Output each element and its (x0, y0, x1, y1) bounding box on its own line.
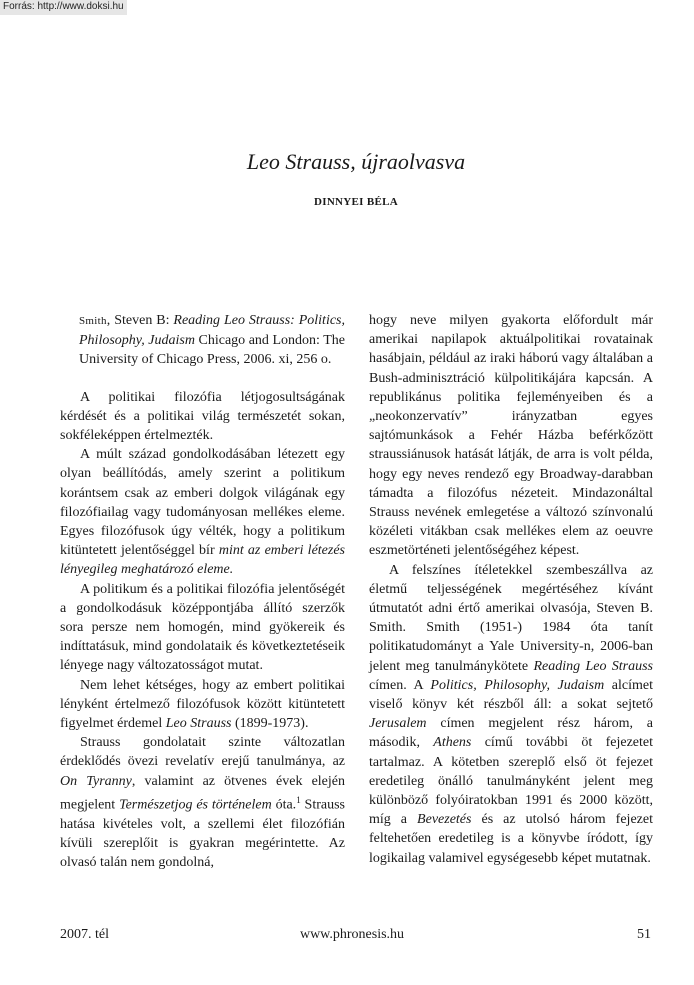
paragraph (60, 733, 345, 872)
paragraph-text: címen. A (369, 677, 431, 693)
paragraph-italic: Reading Leo Strauss (533, 658, 653, 674)
left-column (60, 311, 345, 872)
bibliography-entry (79, 311, 345, 370)
paragraph-text: A felszínes ítéletekkel szembeszállva az életmű teljességének megértéséhez kívánt útmutatót adni értő amerikai olvasója, Steven B. Smith. Smith (1951-) 1984 óta tanít politikatudományt a Yale University-n, 2006-ban jelent meg tanulmánykötete (369, 562, 653, 674)
paragraph-text: alcímet viselő könyv két részből áll: a sokat sejtető (369, 677, 654, 713)
paragraph-italic: Leo Strauss (165, 716, 232, 732)
paragraph: A politikai filozófia létjogosultságának kérdését és a politikai világ természetét sokan, sokféleképpen értelmezték. (60, 389, 345, 444)
paragraph-text: címen megjelent rész három, a második, (369, 716, 653, 751)
footer-date: 2007. tél (60, 927, 109, 942)
biblio-author: Smith (79, 315, 107, 327)
paragraph: hogy neve milyen gyakorta előfordult már amerikai napilapok aktuálpolitikai rovatainak hasábjain, például az iraki háború vagy általában a Bush-adminisztráció külpolitikájára kapcsán. A republikánus politika fejleményeiben és a „neokonzervatív” irányzatban egyes sajtómunkások a Fehér Házba beférkőzött straussiánusok hatását látják, de arra is volt példa, hogy egy neves rendező egy Broadway-darabban támadta a filozófus nézeteit. Mindazonáltal Strauss nevének emlegetése a változó színvonalú közéleti vitákban csak mellékes elem az oeuvre eszmetörténeti jelentőségéhez képest. (369, 313, 653, 559)
paragraph-text: A múlt század gondolkodásában létezett egy olyan beállítódás, amely szerint a politikum korántsem csak az emberi dolgok világának egy filozófiailag vagy tudományosan mellékes eleme. Egyes filozófusok úgy vélték, hogy a politikum kitüntetett jelentőséggel bír (60, 447, 345, 559)
article-author (0, 196, 694, 208)
paragraph-italic: mint az emberi létezés lényegileg meghatározó eleme. (60, 543, 346, 578)
paragraph (60, 676, 345, 734)
paragraph-text: című további öt fejezetet tartalmaz. A kötetben szereplő első öt fejezet eredetileg önálló tanulmányként jelent meg különböző folyóiratokban 1991 és 2000 között, míg a (369, 735, 653, 828)
paragraph-text: , valamint az ötvenes évek elején megjelent (60, 773, 345, 813)
biblio-publisher: Chicago and London: The University of Chicago Press, 2006. xi, 256 o. (79, 333, 346, 368)
paragraph-italic: Jerusalem (369, 716, 427, 732)
paragraph-text: óta. (271, 797, 297, 813)
biblio-book-title: Reading Leo Strauss: Politics, Philosophy, Judaism (79, 313, 345, 349)
paragraph-italic: Politics, Philosophy, Judaism (430, 677, 605, 693)
paragraph-text: (1899-1973). (231, 716, 309, 732)
paragraph (369, 561, 653, 868)
article-title: Leo Strauss, újraolvasva (246, 149, 466, 174)
paragraph-text: Nem lehet kétséges, hogy az embert politikai lényként értelmező filozófusok között kitüntetett figyelmet érdemel (60, 677, 345, 732)
author-firstname-rest: ÉLA (374, 196, 398, 208)
paragraph-italic: Athens (433, 735, 472, 751)
biblio-author-rest: , Steven B: (106, 313, 174, 328)
paragraph-italic: Természetjog és történelem (119, 797, 272, 813)
author-initial: D (313, 196, 323, 208)
source-label: Forrás: http://www.doksi.hu (0, 0, 127, 15)
paragraph (60, 445, 345, 579)
right-column (369, 311, 653, 868)
paragraph-text: Strauss gondolatait szinte változatlan érdeklődés övezi revelatív erejű tanulmánya, az (60, 735, 345, 770)
paragraph-italic: Bevezetés (417, 812, 472, 828)
paragraph-italic: On Tyranny (60, 773, 132, 789)
page-number: 51 (637, 927, 651, 942)
footnote-marker[interactable]: 1 (296, 794, 301, 805)
paragraph: A politikum és a politikai filozófia jelentőségét a gondolkodásuk középpontjába állító szerzők sora persze nem homogén, mind gyökereik és indíttatásuk, mind gondolataik és következtetéseik lényege nagy változatosságot mutat. (60, 581, 345, 674)
paragraph-text: és az utolsó három fejezet feltehetően eredetileg is a könyvbe íródott, így logikailag valamivel egységesebb képet mutatnak. (369, 812, 653, 866)
paragraph-text: Strauss hatása kivételes volt, a szellemi élet filozófián kívüli szereplőit is gyakran megérintette. Az olvasó talán nem gondolná, (60, 797, 345, 871)
author-surname-rest: INNYEI (322, 196, 364, 208)
author-initial-2: B (366, 196, 375, 208)
footer-site-link[interactable]: www.phronesis.hu (299, 927, 405, 942)
